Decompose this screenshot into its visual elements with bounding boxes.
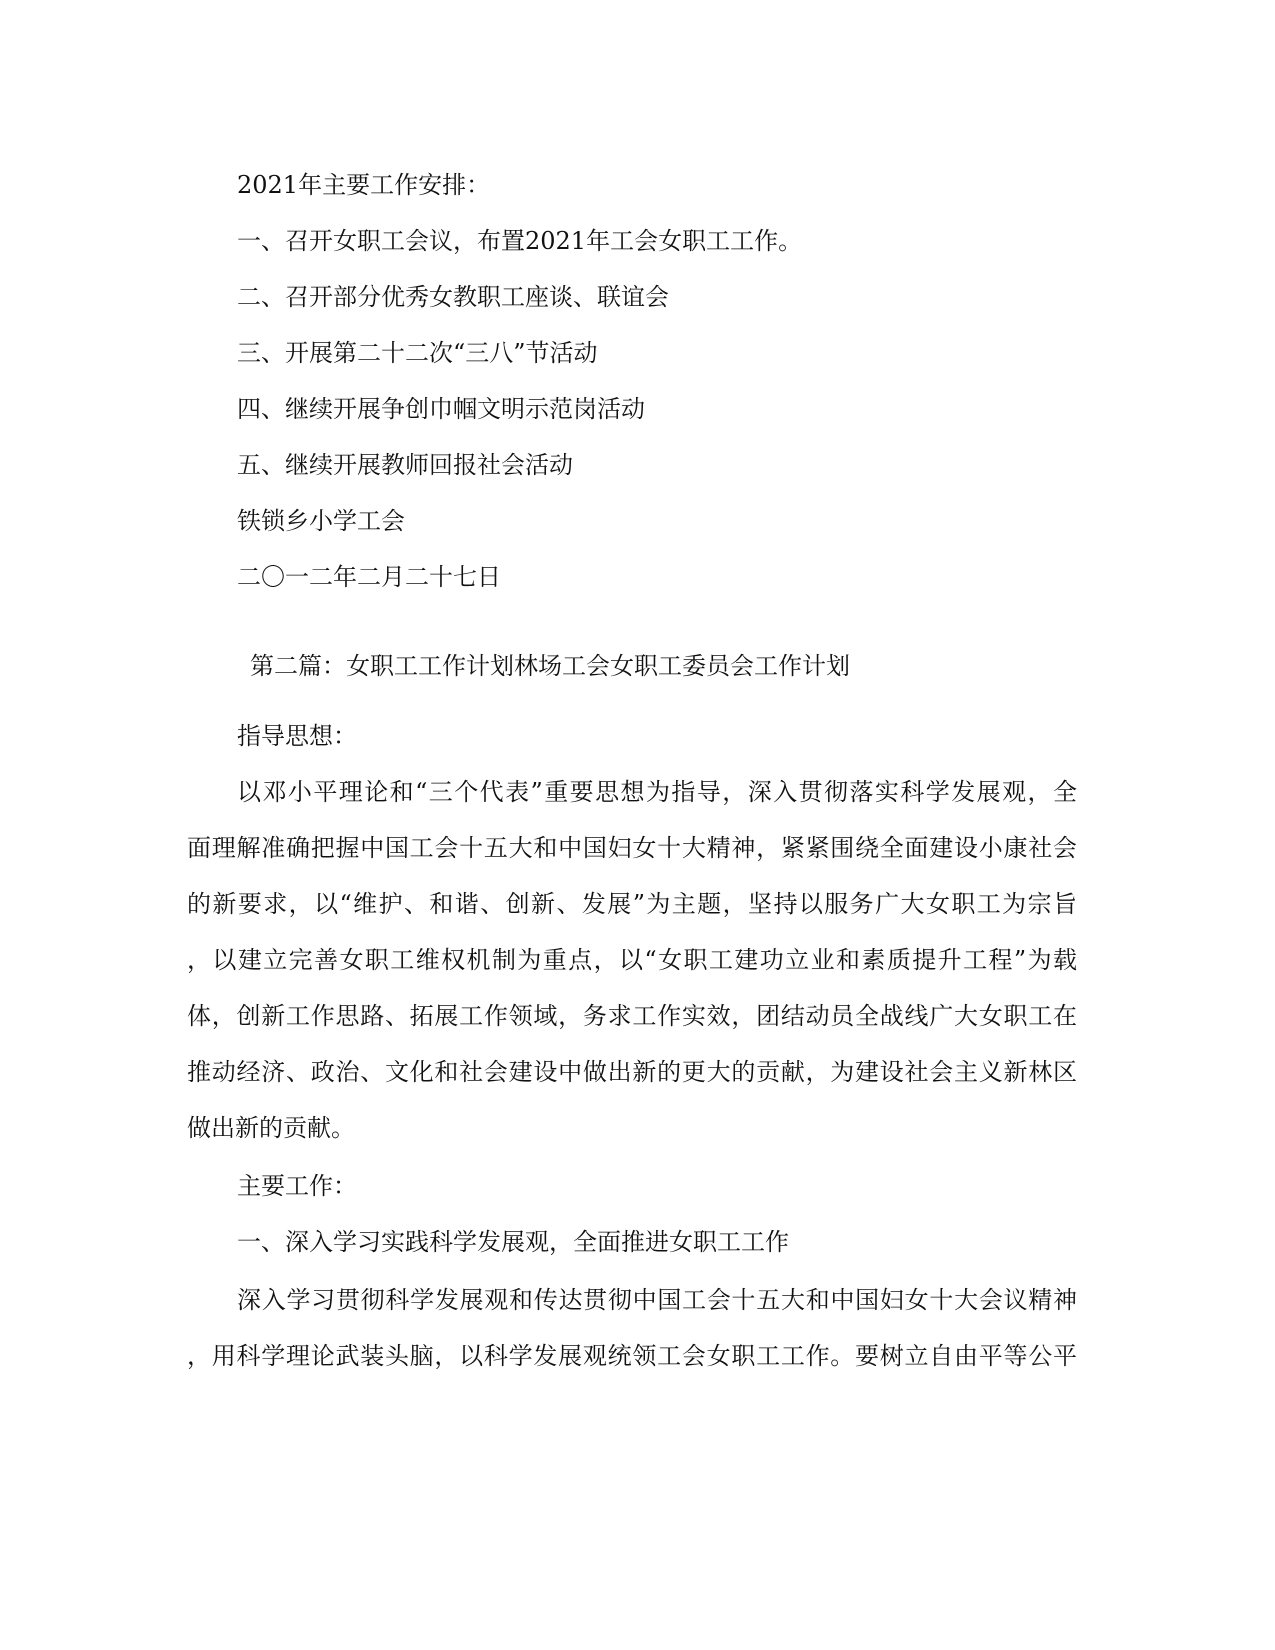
guiding-heading: 指导思想： [237, 722, 357, 750]
section-heading: 2021年主要工作安排： [237, 171, 491, 199]
list-item: 三、开展第二十二次“三八”节活动 [237, 339, 598, 367]
paragraph-line: 做出新的贡献。 [187, 1114, 355, 1142]
paragraph-line: 推动经济、政治、文化和社会建设中做出新的更大的贡献，为建设社会主义新林区 [187, 1058, 1077, 1086]
date: 二〇一二年二月二十七日 [237, 563, 501, 591]
paragraph-line: 面理解准确把握中国工会十五大和中国妇女十大精神，紧紧围绕全面建设小康社会 [187, 834, 1077, 862]
work-item-title: 一、深入学习实践科学发展观，全面推进女职工工作 [237, 1228, 789, 1256]
article-title: 第二篇：女职工工作计划林场工会女职工委员会工作计划 [250, 652, 850, 680]
paragraph-line: ，以建立完善女职工维权机制为重点，以“女职工建功立业和素质提升工程”为载 [187, 946, 1077, 974]
main-work-heading: 主要工作： [237, 1172, 357, 1200]
list-item: 一、召开女职工会议，布置2021年工会女职工工作。 [237, 227, 803, 255]
list-item: 二、召开部分优秀女教职工座谈、联谊会 [237, 283, 669, 311]
paragraph-line: 体，创新工作思路、拓展工作领域，务求工作实效，团结动员全战线广大女职工在 [187, 1002, 1077, 1030]
paragraph-line: 以邓小平理论和“三个代表”重要思想为指导，深入贯彻落实科学发展观，全 [237, 778, 1077, 806]
signature: 铁锁乡小学工会 [237, 507, 405, 535]
paragraph-line: 的新要求，以“维护、和谐、创新、发展”为主题，坚持以服务广大女职工为宗旨 [187, 890, 1077, 918]
paragraph-line: 深入学习贯彻科学发展观和传达贯彻中国工会十五大和中国妇女十大会议精神 [237, 1286, 1077, 1314]
list-item: 五、继续开展教师回报社会活动 [237, 451, 573, 479]
paragraph-line: ，用科学理论武装头脑，以科学发展观统领工会女职工工作。要树立自由平等公平 [187, 1342, 1077, 1370]
list-item: 四、继续开展争创巾帼文明示范岗活动 [237, 395, 645, 423]
